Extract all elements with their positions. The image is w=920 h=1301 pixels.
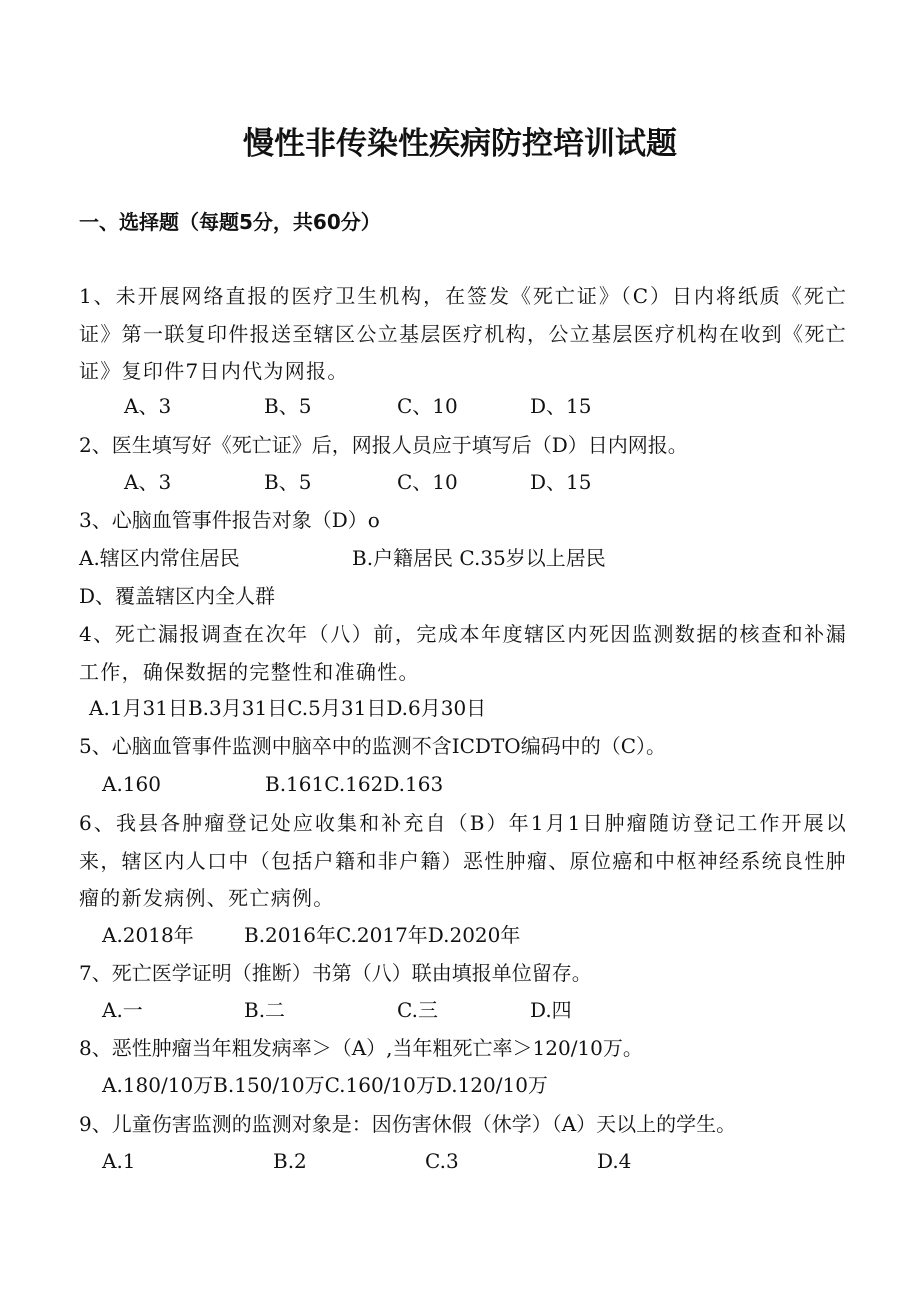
q6-option-bcd: B.2016年C.2017年D.2020年	[244, 923, 521, 947]
q9-option-d: D.4	[597, 1149, 632, 1173]
q1-option-b: B、5	[264, 394, 312, 418]
q2-option-d: D、15	[530, 470, 592, 494]
q9-option-b: B.2	[273, 1149, 307, 1173]
q8-options: A.180/10万B.150/10万C.160/10万D.120/10万	[102, 1073, 548, 1097]
q7-option-a: A.一	[102, 998, 143, 1022]
q3-option-a: A.辖区内常住居民	[79, 546, 240, 570]
q3-option-bc: B.户籍居民 C.35岁以上居民	[352, 546, 606, 570]
q1-option-a: A、3	[124, 394, 172, 418]
question-5: 5、心脑血管事件监测中脑卒中的监测不含ICDTO编码中的（C）。	[79, 734, 667, 758]
section-heading: 一、选择题（每题5分，共60分）	[79, 210, 381, 234]
q4-options: A.1月31日B.3月31日C.5月31日D.6月30日	[89, 696, 487, 720]
question-3: 3、心脑血管事件报告对象（D）o	[79, 508, 380, 532]
q2-option-c: C、10	[397, 470, 458, 494]
q7-option-c: C.三	[397, 998, 438, 1022]
question-7: 7、死亡医学证明（推断）书第（八）联由填报单位留存。	[79, 961, 592, 985]
q2-option-b: B、5	[264, 470, 312, 494]
q2-option-a: A、3	[124, 470, 172, 494]
question-6: 6、我县各肿瘤登记处应收集和补充自（B）年1月1日肿瘤随访登记工作开展以来，辖区内人口中（包括户籍和非户籍）恶性肿瘤、原位癌和中枢神经系统良性肿瘤的新发病例、死亡病例。	[79, 811, 847, 910]
q9-option-c: C.3	[425, 1149, 459, 1173]
q1-option-c: C、10	[397, 394, 458, 418]
q7-option-b: B.二	[244, 998, 286, 1022]
q5-option-bcd: B.161C.162D.163	[265, 772, 444, 796]
q3-option-d: D、覆盖辖区内全人群	[79, 584, 276, 608]
q1-option-d: D、15	[530, 394, 592, 418]
q6-option-a: A.2018年	[102, 923, 194, 947]
question-4: 4、死亡漏报调查在次年（八）前，完成本年度辖区内死因监测数据的核查和补漏工作，确保数据的完整性和准确性。	[79, 622, 847, 684]
question-2: 2、医生填写好《死亡证》后，网报人员应于填写后（D）日内网报。	[79, 433, 688, 457]
q9-option-a: A.1	[102, 1149, 136, 1173]
q7-option-d: D.四	[530, 998, 572, 1022]
question-8: 8、恶性肿瘤当年粗发病率＞（A）,当年粗死亡率＞120/10万。	[79, 1036, 643, 1060]
q5-option-a: A.160	[102, 772, 161, 796]
page-title: 慢性非传染性疾病防控培训试题	[243, 126, 677, 162]
question-1: 1、未开展网络直报的医疗卫生机构，在签发《死亡证》（C）日内将纸质《死亡证》第一联复印件报送至辖区公立基层医疗机构，公立基层医疗机构在收到《死亡证》复印件7日内代为网报。	[79, 284, 847, 383]
question-9: 9、儿童伤害监测的监测对象是：因伤害休假（休学）（A）天以上的学生。	[79, 1112, 737, 1136]
